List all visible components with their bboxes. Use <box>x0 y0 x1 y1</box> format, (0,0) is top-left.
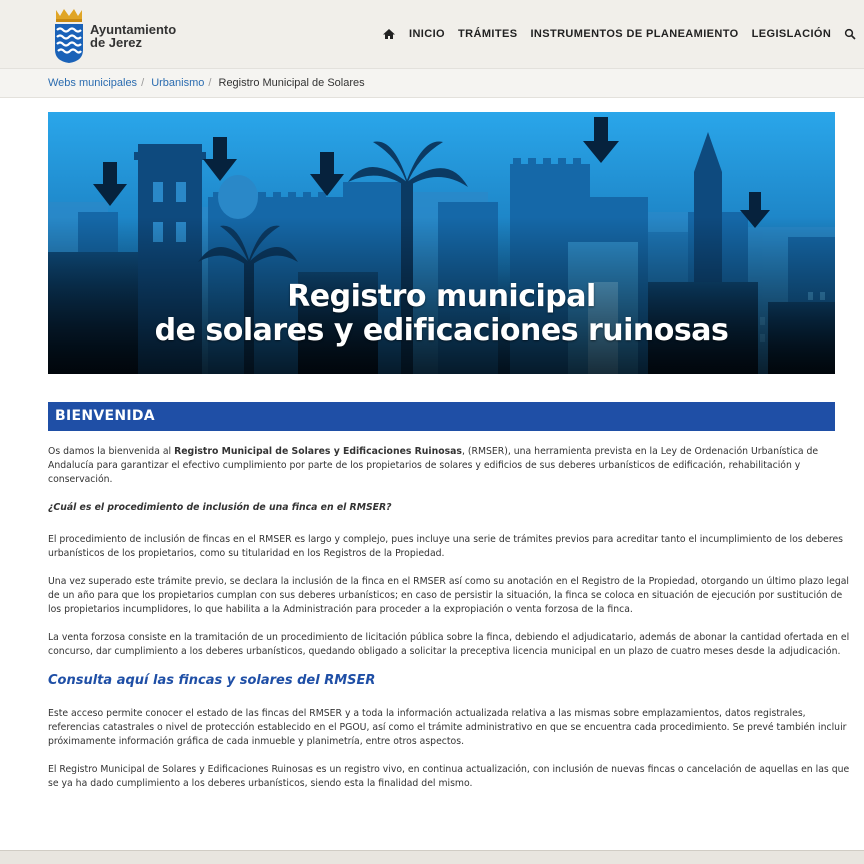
breadcrumb <box>0 68 864 98</box>
nav-item-tramites[interactable]: TRÁMITES <box>458 28 518 40</box>
article-body <box>48 445 852 805</box>
banner-title-line1: Registro municipal <box>287 279 596 314</box>
intro-post: , (RMSER), una herramienta prevista en la Ley de Ordenación Urbanística de Andalucía para garantizar el efectivo cumplimiento por parte de los propietarios de solares y edificios de sus deberes urbanísticos de edificación, rehabilitación y conservación. <box>48 446 819 485</box>
coat-of-arms-icon <box>52 6 86 64</box>
site-logo[interactable] <box>48 6 188 64</box>
hero-banner <box>48 112 835 374</box>
footer-strip <box>0 850 864 864</box>
paragraph-3: La venta forzosa consiste en la tramitación de un procedimiento de licitación pública sobre la finca, debiendo el adjudicatario, además de abonar la cantidad ofertada en el concurso, dar cumplimiento a los deberes urbanísticos, quedando obligado a solicitar la preceptiva licencia municipal en un plazo de cuatro meses desde la adjudicación. <box>48 632 850 657</box>
main-nav <box>382 26 856 42</box>
main-content <box>0 98 864 850</box>
breadcrumb-separator: / <box>208 77 212 89</box>
logo-line2: de Jerez <box>90 35 143 50</box>
nav-item-inicio[interactable]: INICIO <box>409 28 446 40</box>
consulta-link[interactable]: Consulta aquí las fincas y solares del RMSER <box>48 673 376 688</box>
banner-title <box>48 280 835 348</box>
paragraph-4: Este acceso permite conocer el estado de las fincas del RMSER y a toda la información actualizada relativa a las mismas sobre emplazamientos, datos registrales, referencias catastrales o nivel de protección establecido en el PGOU, así como el trámite administrativo en que se encuentra cada procedimiento. Se prevé también incluir próximamente información gráfica de cada inmueble y planimetría, entre otros aspectos. <box>48 708 847 747</box>
logo-line1: Ayuntamiento <box>90 22 177 37</box>
banner-title-line2: de solares y edificaciones ruinosas <box>154 313 729 348</box>
paragraph-2: Una vez superado este trámite previo, se declara la inclusión de la finca en el RMSER así como su anotación en el Registro de la Propiedad, otorgando un último plazo legal de un año para que los propietarios cumplan con sus deberes urbanísticos; en caso de persistir la situación, la finca se coloca en situación de ejecución por sustitución de los propietarios incumplidores, lo que habilita a la Administración para proceder a la expropiación o venta forzosa de la finca. <box>48 576 850 615</box>
search-icon[interactable] <box>844 28 856 40</box>
nav-item-instrumentos[interactable]: INSTRUMENTOS DE PLANEAMIENTO <box>530 28 739 40</box>
paragraph-5: El Registro Municipal de Solares y Edificaciones Ruinosas es un registro vivo, en continua actualización, con inclusión de nuevas fincas o cancelación de aquellas en las que se ya ha dado cumplimiento a los deberes urbanísticos, siendo esta la finalidad del mismo. <box>48 764 850 789</box>
section-header <box>48 402 835 431</box>
breadcrumb-current: Registro Municipal de Solares <box>218 77 365 89</box>
paragraph-1: El procedimiento de inclusión de fincas en el RMSER es largo y complejo, pues incluye una serie de trámites previos para acreditar tanto el incumplimiento de los deberes urbanísticos de los propietarios, como su titularidad en los Registros de la Propiedad. <box>48 534 844 559</box>
section-title: BIENVENIDA <box>55 408 155 424</box>
intro-pre: Os damos la bienvenida al <box>48 446 175 457</box>
breadcrumb-separator: / <box>141 77 145 89</box>
nav-item-legislacion[interactable]: LEGISLACIÓN <box>751 28 832 40</box>
home-icon[interactable] <box>382 27 396 41</box>
intro-paragraph <box>48 445 852 487</box>
intro-bold: Registro Municipal de Solares y Edificaciones Ruinosas <box>174 446 462 457</box>
question-heading: ¿Cuál es el procedimiento de inclusión de una finca en el RMSER? <box>48 502 392 513</box>
site-header <box>0 0 864 68</box>
breadcrumb-link-webs[interactable]: Webs municipales <box>48 77 138 89</box>
breadcrumb-link-urbanismo[interactable]: Urbanismo <box>151 77 205 89</box>
logo-text <box>90 23 176 49</box>
